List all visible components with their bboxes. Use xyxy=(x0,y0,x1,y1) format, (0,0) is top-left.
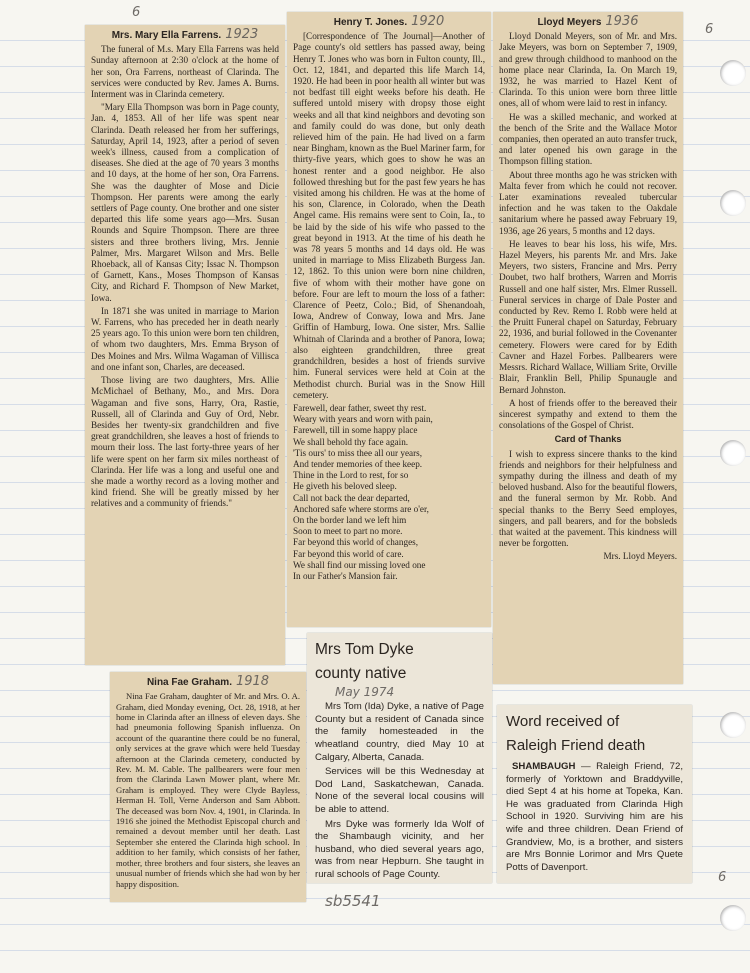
paragraph: About three months ago he was stricken with Malta fever from which he could not recover. Later examinations revealed tubercular infection and he was taken to the Oakdale sanitarium where he passed away February 19, 1936, age 26 years, 5 months and 12 days. xyxy=(499,169,677,236)
signature: Mrs. Lloyd Meyers. xyxy=(603,551,677,562)
headline-line-2: Raleigh Friend death xyxy=(506,737,646,754)
card-of-thanks-text: I wish to express sincere thanks to the kind friends and neighbors for their helpfulness and sympathy during the illness and death of my beloved husband. Also for the beautiful flowers, and the funeral sermon by Mr. Robb. And special thanks to the Berry Seed employes, singers, and pall bearers, and for the bobsleds that waited at the pavement. This kindness will never be forgotten. xyxy=(499,448,677,549)
binder-hole xyxy=(720,190,746,216)
paragraph: Lloyd Donald Meyers, son of Mr. and Mrs. Jake Meyers, was born on September 7, 1909, and grew through childhood to manhood on the home place near Clarinda, Ia. On March 19, 1932, he was married to Hazel Kent of Clarinda. To this union were born three little ones, all of whom were laid to rest in infancy. xyxy=(499,31,677,109)
paragraph: Mrs Dyke was formerly Ida Wolf of the Shambaugh vicinity, and her husband, who died several years ago, was from near Hepburn. She taught in rural schools of Page County. xyxy=(315,818,484,880)
obituary-meyers xyxy=(493,12,683,684)
obituary-graham xyxy=(110,672,306,902)
obituary-dyke xyxy=(307,633,492,883)
memorial-poem: Farewell, dear father, sweet thy rest. Weary with years and worn with pain, Farewell, till in some happy place We shall behold thy face again. 'Tis ours' to miss thee all our years, And tender memories of thee keep. Thine in the Lord to rest, for so He giveth his beloved sleep. Call not back the dear departed, Anchored safe where storms are o'er, On the border land we left him Soon to meet to part no more. Far beyond this world of changes, Far beyond this world of care. We shall find our missing loved one In our Father's Mansion fair. xyxy=(293,402,433,581)
binder-hole xyxy=(720,905,746,931)
handwritten-year: 1920 xyxy=(411,14,445,29)
binder-hole xyxy=(720,712,746,738)
handwritten-year: 1923 xyxy=(225,27,259,42)
ruling-line xyxy=(0,950,750,951)
pencil-mark: 6 xyxy=(718,870,727,885)
ruling-line xyxy=(0,924,750,925)
paragraph xyxy=(506,761,683,874)
obituary-title xyxy=(91,29,279,41)
body-text: — Raleigh Friend, 72, formerly of Yorktown and Braddyville, died Sept 4 at his home at Topeka, Kan. He was graduated from Clarinda High School in 1920. Surviving him are his wife and three children. Dean Friend of Grandview, Mo, is a brother, and sisters are Mrs Bonnie Lorimor and Mrs Quete Potts of Davenport. xyxy=(506,761,683,873)
title-text: Henry T. Jones. xyxy=(333,17,408,28)
title-text: Lloyd Meyers xyxy=(537,17,602,28)
headline-line-1: Word received of xyxy=(506,713,620,730)
paragraph: Nina Fae Graham, daughter of Mr. and Mrs. O. A. Graham, died Monday evening, Oct. 28, 1918, at her home in Clarinda after an illness of eleven days. She had pneumonia following Spanish influenza. On account of the quarantine there could be no funeral, only services at the grave which were held Tuesday afternoon at the Clarinda cemetery, conducted by Rev. M. M. Cable. The pallbearers were four men from the Clarinda Lawn Mower plant, where Mr. Graham is employed. They were Clyde Bayless, Herman H. Toll, Verne Anderson and Sam Abbott. The deceased was born Nov. 4, 1901, in Clarinda. In 1916 she joined the Methodist Episcopal church and remained a devout member until her death. Last September she entered the Clarinda high school. In addition to her family, which consists of her father, mother, three brothers and four sisters, she leaves an unusual number of friends which she had won by her happy disposition. xyxy=(116,691,300,889)
binder-hole xyxy=(720,60,746,86)
paragraph: Those living are two daughters, Mrs. Allie McMichael of Bethany, Mo., and Mrs. Dora Wagaman and five sons, Harry, Ora, Rastie, Russell, all of Clarinda and Guy of Ord, Nebr. Besides her twenty-six grandchildren and five great grandchildren, she leaves a host of friends to mourn their loss. The last forty-three years of her life were spent on her farm six miles northeast of Clarinda. Her life was a long and useful one and she made a worthy record as a loving mother and kind friend. She will be greatly missed by her relatives and a community of friends." xyxy=(91,375,279,509)
pencil-page-number: 6 xyxy=(132,5,141,20)
obituary-farrens xyxy=(85,25,285,665)
title-text: Nina Fae Graham. xyxy=(146,677,232,688)
obituary-title xyxy=(499,16,677,28)
paragraph: "Mary Ella Thompson was born in Page county, Jan. 4, 1853. All of her life was spent near Clarinda. Death released her from her sufferings, Saturday, April 14, 1923, after a period of seven week's illness, caused from a complication of diseases. She died at the age of 70 years 3 months and 10 days, at the home of her son, Ora Farrens. She was the daughter of Mose and Dicie Thompson. Her parents were among the early settlers of Page county. One brother and one sister departed this life some years ago—Mrs. Susan Rounds and Squire Thompson. There are three sisters and three brothers living, Mrs. Jennie Palmer, Mrs. Margaret Wilson and Mrs. Belle Rhoeback, all of Kansas City; Issac N. Thompson of Garnett, Kans., Moses Thompson of Kansas City, and Richard F. Thompson of New Market, Iowa. xyxy=(91,102,279,303)
handwritten-year: 1918 xyxy=(235,674,270,689)
paragraph: Services will be this Wednesday at Dod Land, Saskatchewan, Canada. None of the several local cousins will be able to attend. xyxy=(315,766,484,815)
paragraph: He leaves to bear his loss, his wife, Mrs. Hazel Meyers, his parents Mr. and Mrs. Jake Meyers, two sisters, Francine and Mrs. Perry Doubet, two half brothers, Warren and Morris Russell and one half sister, Mrs. Elmer Russell. Funeral services in charge of Dale Poster and conducted by Rev. Remo I. Robb were held at the Pruitt Funeral chapel on Saturday, February 22, 1936, and burial followed in the Covenanter cemetery. Flowers were cared for by Edith Cavner and Hazel Forbes. Pallbearers were Messrs. Richard Wallace, William Srite, Orville Blair, Franklin Bell, Philip Spunaugle and Bernard Johnston. xyxy=(499,238,677,395)
card-of-thanks-heading: Card of Thanks xyxy=(554,434,622,445)
paragraph: [Correspondence of The Journal]—Another of Page county's old settlers has passed away, being Henry T. Jones who was born in Fulton county, Ill., Oct. 12, 1841, and departed this life March 14, 1920. He had been in poor health all winter but was not bedfast till eight weeks before his death. He suffered untold misery with dropsy those eight weeks and all that kind neighbors and devoting son and family could do was done, but only death relieved him of the pain. He had lived on a farm near Bingham, known as the Buel Mariner farm, for thirty-five years, which goes to show he was an honest renter and a good neighbor. He also followed threshing but for the past few years he has visited among his children. He was at the home of his son, Clarence, in Colorado, when the Death Angel came. His remains were sent to Coin, Ia., to be laid by the side of his wife who passed to the great beyond in 1913. At the time of his death he was 78 years 5 months and 14 days old. He was united in marriage to Miss Elizabeth Burgess Jan. 12, 1862. To this union were born nine children, five of whom with their mother have gone on before. Four are left to mourn the loss of a father: Clarence of Peetz, Colo.; Bid, of Shenandoah, Iowa, Andrew of Conway, Iowa and Mrs. Jane Griffin of Hamburg, Iowa. One sister, Mrs. Sallie Whitnah of Clarinda and a brother of Panora, Iowa; also eighteen grandchildren, three great grandchildren, besides a host of friends survive him. Funeral services were held at Coin at the Methodist church. Burial was in the Snow Hill cemetery. xyxy=(293,31,485,400)
obituary-title xyxy=(116,676,300,688)
dateline: SHAMBAUGH xyxy=(512,761,576,772)
handwritten-year: 1936 xyxy=(605,14,639,29)
headline-line-1: Mrs Tom Dyke xyxy=(315,641,414,658)
paragraph: Mrs Tom (Ida) Dyke, a native of Page County but a resident of Canada since the family homesteaded in the wheatland country, died May 10 at Calgary, Alberta, Canada. xyxy=(315,701,484,763)
paragraph: He was a skilled mechanic, and worked at the bench of the Srite and the Wallace Motor companies, then operated an auto transfer truck, and later opened his own garage in the Thompson filling station. xyxy=(499,111,677,167)
obituary-jones xyxy=(287,12,491,627)
headline-line-2: county native xyxy=(315,665,407,682)
paragraph: A host of friends offer to the bereaved their sincerest sympathy and extend to them the consolations of the Gospel of Christ. xyxy=(499,397,677,431)
paragraph: In 1871 she was united in marriage to Marion W. Farrens, who has preceded her in death nearly 25 years ago. To this union were born ten children, of whom two daughters, Mrs. Emma Bryson of Des Moines and Mrs. Wilma Wagaman of Villisca and one infant son, Charles, are deceased. xyxy=(91,305,279,372)
obituary-title xyxy=(293,16,485,28)
pencil-page-number-right: 6 xyxy=(705,22,714,37)
obituary-friend xyxy=(497,705,692,883)
paragraph: The funeral of M.s. Mary Ella Farrens was held Sunday afternoon at 2:30 o'clock at the home of her son, Ora Farrens, northeast of Clarinda. The services were conducted by Rev. James A. Burns. Interment was in Clarinda cemetery. xyxy=(91,44,279,100)
handwritten-date: May 1974 xyxy=(335,685,395,699)
binder-hole xyxy=(720,440,746,466)
pencil-catalog-code: sb5541 xyxy=(325,892,381,910)
title-text: Mrs. Mary Ella Farrens. xyxy=(111,30,222,41)
